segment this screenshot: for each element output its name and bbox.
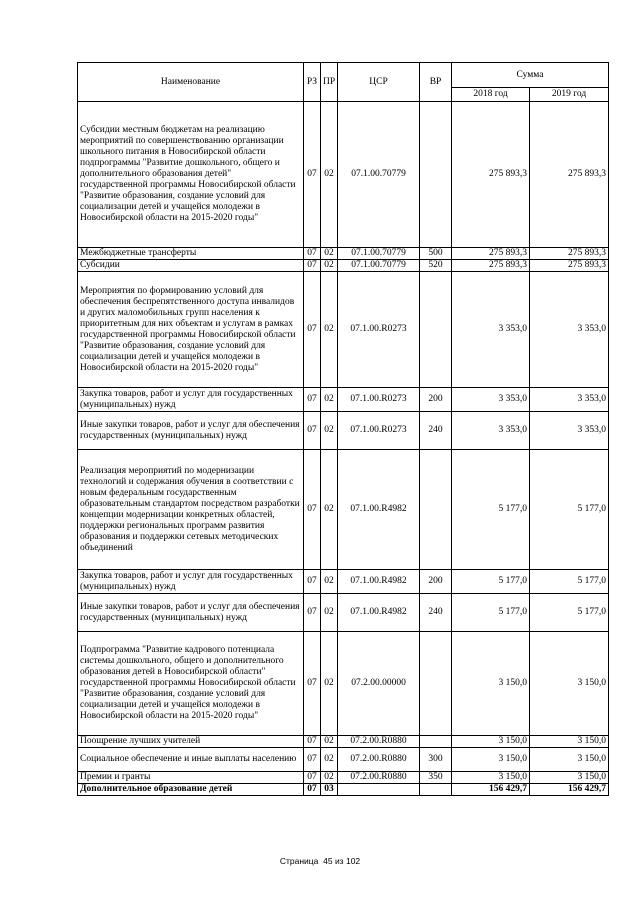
row-sum-2018: 275 893,3 (452, 260, 530, 272)
row-rz: 07 (304, 412, 321, 450)
header-name: Наименование (78, 63, 304, 102)
row-rz: 07 (304, 248, 321, 260)
row-sum-2018: 3 150,0 (452, 632, 530, 736)
table-row (78, 632, 609, 736)
table-row (78, 412, 609, 450)
row-csr: 07.1.00.R0273 (338, 388, 420, 412)
row-sum-2019: 156 429,7 (530, 784, 609, 796)
row-rz: 07 (304, 736, 321, 748)
row-vr: 200 (420, 388, 452, 412)
row-rz: 07 (304, 450, 321, 570)
table-row (78, 102, 609, 248)
header-year-2019: 2019 год (530, 88, 609, 102)
table-row (78, 570, 609, 594)
row-sum-2019: 3 353,0 (530, 272, 609, 388)
row-pr: 02 (321, 748, 338, 772)
header-sum: Сумма (452, 63, 609, 88)
row-name: Субсидии местным бюджетам на реализацию мероприятий по совершенствованию организации школьного питания в Новосибирской области подпрограммы "Развитие дошкольного, общего и дополнительного образования детей" государственной программы Новосибирской области "Развитие образования, создание условий для социализации детей и учащейся молодежи в Новосибирской области на 2015-2020 годы" (78, 102, 304, 248)
table-row (78, 784, 609, 796)
row-rz: 07 (304, 632, 321, 736)
row-sum-2019: 3 150,0 (530, 772, 609, 784)
table-row (78, 594, 609, 632)
row-sum-2019: 5 177,0 (530, 570, 609, 594)
header-pr: ПР (321, 63, 338, 102)
row-sum-2019: 3 150,0 (530, 632, 609, 736)
row-sum-2018: 275 893,3 (452, 248, 530, 260)
row-pr: 02 (321, 272, 338, 388)
row-pr: 02 (321, 772, 338, 784)
row-sum-2019: 275 893,3 (530, 102, 609, 248)
row-pr: 02 (321, 736, 338, 748)
row-csr: 07.2.00.R0880 (338, 736, 420, 748)
row-name: Дополнительное образование детей (78, 784, 304, 796)
row-sum-2019: 275 893,3 (530, 260, 609, 272)
row-csr: 07.2.00.R0880 (338, 772, 420, 784)
row-vr (420, 272, 452, 388)
row-csr: 07.1.00.70779 (338, 248, 420, 260)
page-footer (0, 856, 640, 866)
row-rz: 07 (304, 570, 321, 594)
footer-of-label: из (334, 856, 344, 866)
row-vr (420, 784, 452, 796)
row-name: Межбюджетные трансферты (78, 248, 304, 260)
footer-page-label: Страница (279, 856, 319, 866)
row-name: Социальное обеспечение и иные выплаты населению (78, 748, 304, 772)
row-sum-2018: 3 150,0 (452, 748, 530, 772)
table-row (78, 748, 609, 772)
header-vr: ВР (420, 63, 452, 102)
header-csr: ЦСР (338, 63, 420, 102)
row-rz: 07 (304, 772, 321, 784)
row-rz: 07 (304, 388, 321, 412)
header-rz: РЗ (304, 63, 321, 102)
row-sum-2018: 3 353,0 (452, 388, 530, 412)
row-csr: 07.1.00.R0273 (338, 412, 420, 450)
row-pr: 02 (321, 102, 338, 248)
row-csr: 07.1.00.R0273 (338, 272, 420, 388)
row-vr (420, 450, 452, 570)
row-sum-2019: 3 150,0 (530, 736, 609, 748)
row-vr (420, 632, 452, 736)
row-sum-2018: 5 177,0 (452, 450, 530, 570)
row-name: Подпрограмма "Развитие кадрового потенциала системы дошкольного, общего и дополнительного образования детей в Новосибирской области" государственной программы Новосибирской области "Развитие образования, создание условий для социализации детей и учащейся молодежи в Новосибирской области на 2015-2020 годы" (78, 632, 304, 736)
row-vr: 350 (420, 772, 452, 784)
row-csr: 07.1.00.R4982 (338, 594, 420, 632)
row-sum-2018: 5 177,0 (452, 594, 530, 632)
table-row (78, 450, 609, 570)
row-pr: 02 (321, 248, 338, 260)
row-name: Мероприятия по формированию условий для обеспечения беспрепятственного доступа инвалидов и других маломобильных групп населения к приоритетным для них объектам и услугам в рамках государственной программы Новосибирской области "Развитие образования, создание условий для социализации детей и учащейся молодежи в Новосибирской области на 2015-2020 годы" (78, 272, 304, 388)
row-sum-2019: 3 353,0 (530, 388, 609, 412)
row-pr: 02 (321, 570, 338, 594)
row-csr: 07.1.00.70779 (338, 260, 420, 272)
table-row (78, 772, 609, 784)
row-csr: 07.1.00.70779 (338, 102, 420, 248)
row-csr: 07.2.00.R0880 (338, 748, 420, 772)
row-pr: 02 (321, 260, 338, 272)
row-pr: 02 (321, 388, 338, 412)
row-vr: 240 (420, 594, 452, 632)
row-rz: 07 (304, 594, 321, 632)
table-row (78, 388, 609, 412)
row-name: Реализация мероприятий по модернизации технологий и содержания обучения в соответствии с новым федеральным государственным образовательным стандартом посредством разработки концепции модернизации конкретных областей, поддержки региональных программ развития образования и поддержки сетевых методических объединений (78, 450, 304, 570)
row-sum-2019: 3 150,0 (530, 748, 609, 772)
row-rz: 07 (304, 748, 321, 772)
row-sum-2018: 275 893,3 (452, 102, 530, 248)
row-sum-2018: 3 150,0 (452, 772, 530, 784)
row-csr: 07.2.00.00000 (338, 632, 420, 736)
row-vr: 520 (420, 260, 452, 272)
row-name: Поощрение лучших учителей (78, 736, 304, 748)
row-sum-2019: 5 177,0 (530, 450, 609, 570)
row-vr: 200 (420, 570, 452, 594)
row-sum-2018: 3 150,0 (452, 736, 530, 748)
row-name: Иные закупки товаров, работ и услуг для обеспечения государственных (муниципальных) нужд (78, 412, 304, 450)
footer-page-number: 45 (323, 856, 333, 866)
table-row (78, 736, 609, 748)
row-pr: 02 (321, 594, 338, 632)
row-name: Иные закупки товаров, работ и услуг для обеспечения государственных (муниципальных) нужд (78, 594, 304, 632)
row-vr: 500 (420, 248, 452, 260)
row-rz: 07 (304, 260, 321, 272)
row-sum-2019: 3 353,0 (530, 412, 609, 450)
header-year-2018: 2018 год (452, 88, 530, 102)
row-csr: 07.1.00.R4982 (338, 570, 420, 594)
row-name: Закупка товаров, работ и услуг для государственных (муниципальных) нужд (78, 570, 304, 594)
row-rz: 07 (304, 272, 321, 388)
row-name: Премии и гранты (78, 772, 304, 784)
row-sum-2018: 5 177,0 (452, 570, 530, 594)
row-sum-2018: 3 353,0 (452, 412, 530, 450)
row-vr: 240 (420, 412, 452, 450)
table-row (78, 272, 609, 388)
row-csr (338, 784, 420, 796)
budget-table (77, 62, 609, 796)
row-vr (420, 736, 452, 748)
row-sum-2018: 156 429,7 (452, 784, 530, 796)
row-vr: 300 (420, 748, 452, 772)
row-rz: 07 (304, 784, 321, 796)
row-vr (420, 102, 452, 248)
row-pr: 02 (321, 412, 338, 450)
row-pr: 02 (321, 632, 338, 736)
row-pr: 03 (321, 784, 338, 796)
table-row (78, 260, 609, 272)
row-pr: 02 (321, 450, 338, 570)
row-sum-2019: 5 177,0 (530, 594, 609, 632)
row-name: Субсидии (78, 260, 304, 272)
footer-page-total: 102 (345, 856, 361, 866)
row-sum-2019: 275 893,3 (530, 248, 609, 260)
row-rz: 07 (304, 102, 321, 248)
row-csr: 07.1.00.R4982 (338, 450, 420, 570)
table-row (78, 248, 609, 260)
row-sum-2018: 3 353,0 (452, 272, 530, 388)
row-name: Закупка товаров, работ и услуг для государственных (муниципальных) нужд (78, 388, 304, 412)
